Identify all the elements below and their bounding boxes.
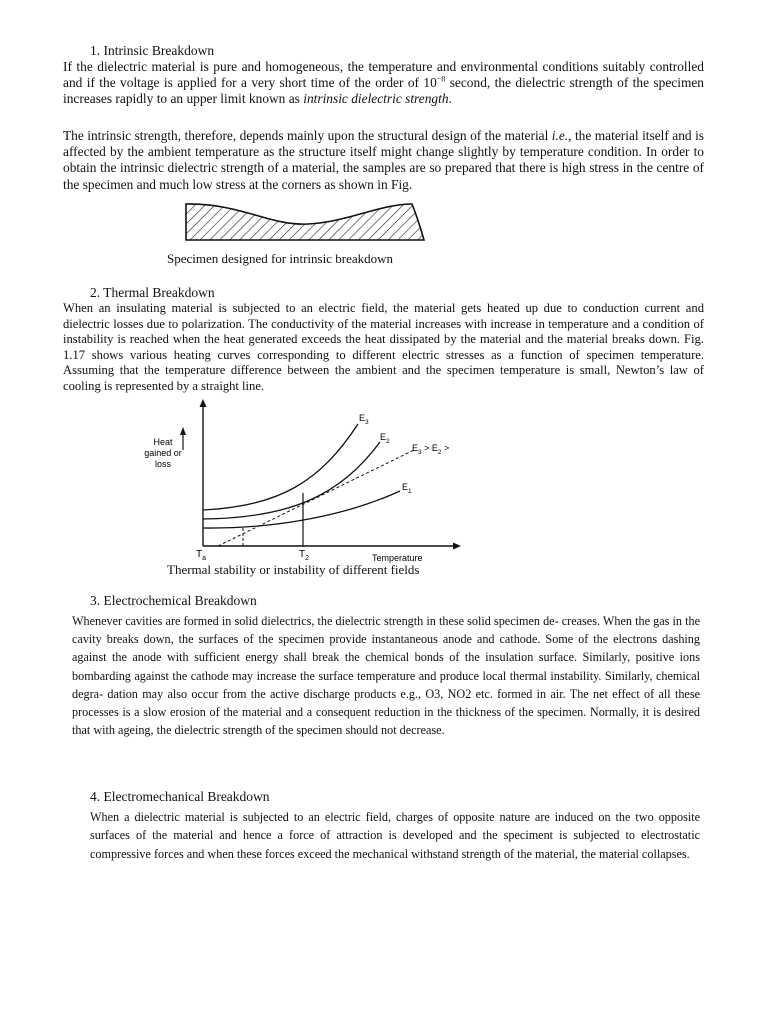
curve-e3 (203, 424, 358, 510)
label-e1 (402, 482, 412, 495)
relation-e3-subscript: 3 (418, 449, 422, 456)
tick-t2-letter: T (299, 549, 306, 560)
heading-thermal-breakdown: 2. Thermal Breakdown (90, 285, 215, 300)
label-e1-subscript: 1 (408, 488, 412, 495)
y-axis-arrow (200, 399, 207, 407)
term-intrinsic-dielectric-strength: intrinsic dielectric strength (303, 91, 449, 107)
paragraph-intrinsic-1 (63, 59, 704, 108)
relation-end: > (441, 443, 450, 453)
exponent-superscript: −8 (436, 74, 446, 84)
heading-electrochemical-breakdown: 3. Electrochemical Breakdown (90, 593, 257, 608)
caption-thermal: Thermal stability or instability of different fields (167, 562, 420, 577)
relation-separator: > (421, 443, 432, 453)
field-relation (412, 443, 449, 456)
specimen-figure (180, 200, 432, 248)
y-axis-label-line-1: Heat (153, 437, 173, 447)
y-axis-label-line-2: gained or (144, 448, 182, 458)
paragraph-intrinsic-1-text-a: If the dielectric material is pure and homogeneous, the temperature and environmental conditions suitably controlled and if the voltage is applied for a very short time of the order of 10 (63, 59, 704, 91)
specimen-shape (186, 204, 424, 240)
label-e2 (380, 432, 390, 445)
y-label-arrow-head (180, 427, 186, 435)
tick-ta-subscript: a (202, 555, 207, 562)
x-axis-arrow (453, 543, 461, 550)
tick-ta (196, 549, 206, 562)
paragraph-electrochemical: Whenever cavities are formed in solid dielectrics, the dielectric strength in these solid specimen de- creases. When the gas in the cavity breaks down, the surfaces of the specimen provide instantaneous anode and cathode. Some of the electrons dashing against the anode with sufficient energy shall break the chemical bonds of the insulation surface. Similarly, positive ions bombarding against the cathode may increase the surface temperature and produce local thermal instability. Similarly, chemical degra- dation may also occur from the active discharge products e.g., O3, NO2 etc. formed in air. The net effect of all these processes is a slow erosion of the material and a consequent reduction in the thickness of the specimen. Normally, it is desired that with ageing, the dielectric strength of the specimen should not decrease. (72, 614, 700, 738)
label-e2-letter: E (380, 432, 387, 442)
tick-t2 (299, 549, 309, 562)
heading-intrinsic-breakdown: 1. Intrinsic Breakdown (90, 43, 215, 58)
label-e1-letter: E (402, 482, 409, 492)
relation-e3-letter: E (412, 443, 419, 453)
relation-e2-letter: E (431, 443, 438, 453)
caption-specimen: Specimen designed for intrinsic breakdown (167, 251, 393, 266)
relation-e2-subscript: 2 (437, 449, 442, 456)
paragraph-intrinsic-2-text-a: The intrinsic strength, therefore, depends mainly upon the structural design of the material (63, 128, 552, 143)
paragraph-thermal: When an insulating material is subjected to an electric field, the material gets heated up due to conduction current and dielectric losses due to polarization. The conductivity of the material increases with increase in temperature and a condition of instability is reached when the heat generated exceeds the heat dissipated by the material and the material breaks down. Fig. 1.17 shows various heating curves corresponding to different electric stresses as a function of specimen temperature. Assuming that the temperature difference between the ambient and the specimen temperature is small, Newton’s law of cooling is represented by a straight line. (63, 301, 704, 393)
paragraph-intrinsic-1-text-b: second, the dielectric strength of the specimen increases rapidly to an upper limit known as (63, 75, 704, 107)
curve-e1 (203, 491, 400, 528)
x-axis-label: Temperature (372, 553, 423, 563)
y-axis-label-line-3: loss (154, 459, 172, 469)
paragraph-intrinsic-1-text-c: . (448, 91, 452, 107)
heading-electromechanical-breakdown: 4. Electromechanical Breakdown (90, 789, 270, 804)
label-e2-subscript: 2 (386, 438, 390, 445)
paragraph-intrinsic-2-text-b: , the material itself and is affected by the ambient temperature as the structure itself might change slightly by temperature condition. In order to obtain the intrinsic dielectric strength of a material, the samples are so prepared that there is high stress in the centre of the specimen and much low stress at the corners as shown in Fig. (63, 128, 705, 192)
paragraph-intrinsic-2 (63, 128, 704, 193)
paragraph-electromechanical: When a dielectric material is subjected to an electric field, charges of opposite nature are induced on the two opposite surfaces of the material and hence a force of attraction is developed and the speciment is subjected to electrostatic compressive forces and when these forces exceed the mechanical withstand strength of the material, the material collapses. (90, 810, 700, 861)
label-e3 (359, 413, 369, 426)
term-ie: i.e. (551, 128, 569, 143)
label-e3-letter: E (359, 413, 366, 423)
tick-ta-letter: T (196, 549, 203, 560)
tick-t2-subscript: 2 (305, 555, 310, 562)
label-e3-subscript: 3 (365, 419, 369, 426)
thermal-stability-graph (130, 396, 470, 572)
